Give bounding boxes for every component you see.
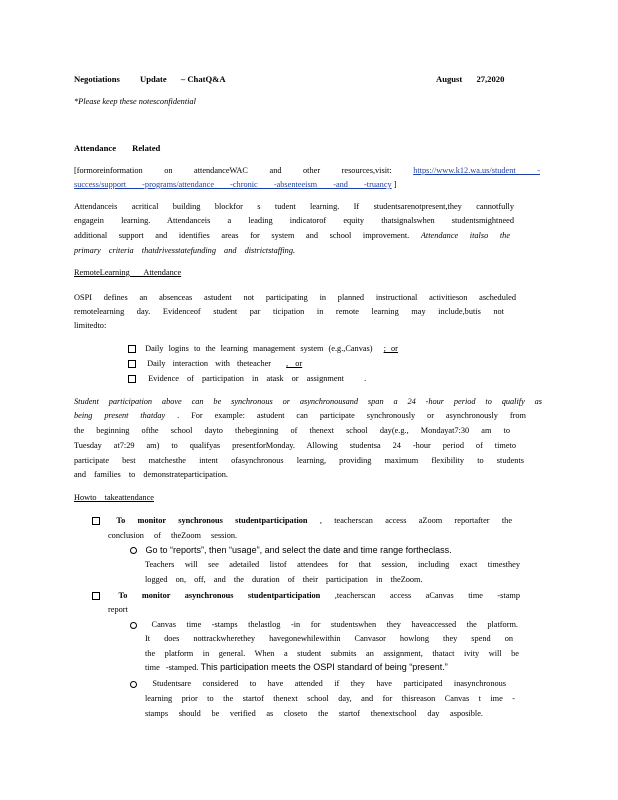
bullet-text: Daily interaction with theteacher xyxy=(147,359,272,368)
sync-para-line: Tuesday at7:29 am) to qualifyas presentforMonday. Allowing studentsa 24 -hour period of timeto xyxy=(74,441,516,450)
doc-title xyxy=(74,74,226,84)
bullet-square-icon xyxy=(128,345,136,353)
title-part: – ChatQ&A xyxy=(180,74,226,84)
sync-para-line: participate best matchesthe intent ofasynchronous learning, providing maximum flexibility to students xyxy=(74,456,524,465)
resource-link-cont[interactable]: success/support -programs/attendance -chronic -absenteeism -and -truancy xyxy=(74,180,392,189)
info-line-2 xyxy=(74,180,397,189)
sub-bullet-text: Studentsare considered to have attended if they have participated inasynchronous xyxy=(152,679,506,688)
sync-text: . For example: astudent can participate synchronously or asynchronously from xyxy=(177,411,526,420)
attendance-para-line xyxy=(74,231,510,240)
bullet-text: Daily logins to the learning management system (e.g.,Canvas) xyxy=(145,344,373,353)
sync-sub-line: logged on, off, and the duration of their participation in theZoom. xyxy=(145,575,423,584)
remote-para-line: limitedto: xyxy=(74,321,107,330)
async-sub-line: learning prior to the startof thenext school day, and for thisreason Canvas t ime - xyxy=(145,694,515,703)
async-sub-line xyxy=(130,620,518,629)
howto-bold: To monitor synchronous studentparticipation xyxy=(116,516,308,525)
info-suffix: ] xyxy=(393,180,397,189)
doc-date xyxy=(436,74,504,84)
attendance-para-line: engagein learning. Attendanceis a leading indicatorof equity thatsignalswhen studentsmightneed xyxy=(74,216,514,225)
bullet-square-icon xyxy=(92,592,100,600)
evidence-bullet xyxy=(128,374,366,383)
sync-sub-line: Teachers will see adetailed listof attendees for that session, including exact timesthey xyxy=(145,560,520,569)
title-part: Negotiations xyxy=(74,74,120,84)
section-heading-howto: Howto takeattendance xyxy=(74,493,154,502)
sub-bullet-text: Canvas time -stamps thelastlog -in for studentswhen they haveaccessed the platform. xyxy=(151,620,518,629)
howto-sync-line xyxy=(92,516,512,525)
evidence-bullet xyxy=(128,359,302,368)
sync-para-line: the beginning ofthe school dayto thebeginning of thenext school day(e.g., Mondayat7:30 am to xyxy=(74,426,510,435)
async-sub-line: It does nottrackwherethey havegonewhilewithin Canvasor howlong they spend on xyxy=(145,634,513,643)
attendance-para-italic: primary criteria thatdrivesstatefunding and districtstaffing. xyxy=(74,246,296,255)
section-heading-remote: RemoteLearning Attendance xyxy=(74,268,182,277)
bullet-text: Evidence of participation in atask or assignment xyxy=(148,374,344,383)
sub-text: time -stamped. xyxy=(145,663,199,672)
bullet-square-icon xyxy=(92,517,100,525)
async-sub-line: stamps should be verified as closeto the startof thenextschool day asposible. xyxy=(145,709,483,718)
date-day-year: 27,2020 xyxy=(476,74,505,84)
howto-sync-line: conclusion of theZoom session. xyxy=(108,531,238,540)
title-part: Update xyxy=(140,74,167,84)
bullet-suffix: ; or xyxy=(383,344,398,353)
confidential-note: *Please keep these notesconfidential xyxy=(74,97,196,106)
bullet-square-icon xyxy=(128,360,136,368)
sub-text-sans: This participation meets the OSPI standard of being “present.” xyxy=(198,662,448,672)
sub-bullet-text: Go to “reports”, then “usage”, and select the date and time range fortheclass. xyxy=(145,545,452,555)
bullet-circle-icon xyxy=(130,622,137,629)
resource-link[interactable]: https://www.k12.wa.us/student - xyxy=(413,166,540,175)
async-sub-line xyxy=(130,679,506,688)
sync-para-line: Student participation above can be synchronous or asynchronousand span a 24 -hour period to qualify as xyxy=(74,397,542,406)
bullet-suffix: . xyxy=(364,374,367,383)
bullet-circle-icon xyxy=(130,681,137,688)
sync-italic: being present thatday xyxy=(74,411,166,420)
section-heading-attendance: Attendance Related xyxy=(74,143,161,153)
attendance-para-line: Attendanceis acritical building blockfor s tudent learning. If studentsarenotpresent,they cannotfully xyxy=(74,202,514,211)
bullet-suffix: , or xyxy=(286,359,303,368)
evidence-bullet xyxy=(128,344,398,353)
howto-text: ,teacherscan access aCanvas time -stamp xyxy=(334,591,520,600)
async-sub-line xyxy=(145,662,448,672)
sync-para-line xyxy=(74,411,526,420)
howto-bold: To monitor asynchronous studentparticipation xyxy=(118,591,321,600)
date-month: August xyxy=(436,74,463,84)
para-italic: Attendance italso the xyxy=(420,231,510,240)
info-line-1 xyxy=(74,166,540,175)
bullet-circle-icon xyxy=(130,547,137,554)
para-text: additional support and identifies areas for system and school improvement. xyxy=(74,231,410,240)
howto-async-line: report xyxy=(108,605,128,614)
sync-sub-bullet xyxy=(130,545,452,555)
async-sub-line: the platform in general. When a student submits an assignment, thatact ivity will be xyxy=(145,649,519,658)
howto-text: , teacherscan access aZoom reportafter the xyxy=(319,516,512,525)
howto-async-line xyxy=(92,591,520,600)
info-prefix: [formoreinformation on attendanceWAC and other resources,visit: xyxy=(74,166,392,175)
remote-para-line: OSPI defines an absenceas astudent not participating in planned instructional activitieson ascheduled xyxy=(74,293,516,302)
sync-para-line: and families to demonstrateparticipation. xyxy=(74,470,228,479)
remote-para-line: remotelearning day. Evidenceof student par ticipation in remote learning may include,butis not xyxy=(74,307,504,316)
bullet-square-icon xyxy=(128,375,136,383)
